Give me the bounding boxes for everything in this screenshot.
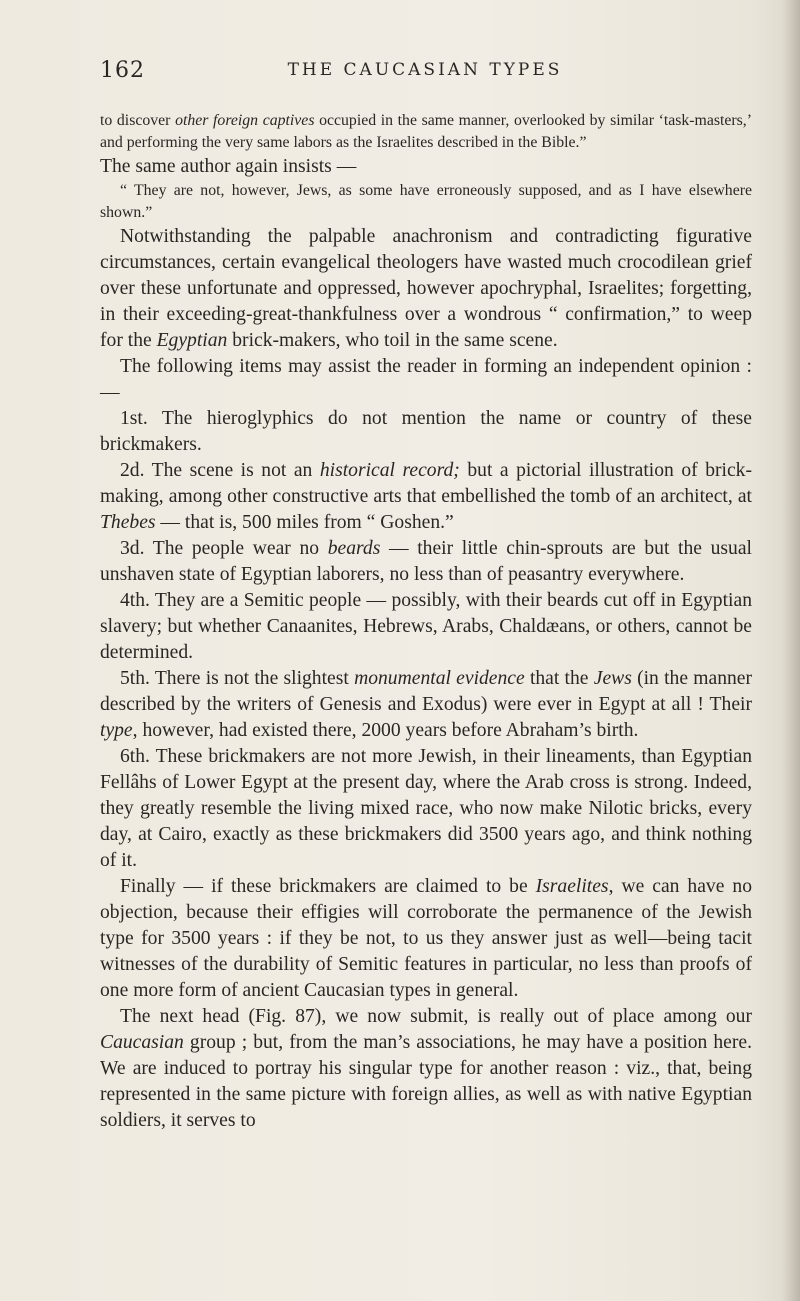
text-run: The same author again insists — xyxy=(100,156,357,177)
text-run: Finally — if these brickmakers are claimed to be xyxy=(120,876,536,897)
paragraph xyxy=(100,874,752,1004)
text-run: but a pictorial illustration of brick-making, among other constructive arts that embellished the tomb of an architect, at xyxy=(100,460,753,507)
text-run: (in the manner described by the writers of Genesis and Exodus) were ever in Egypt at all ! Their xyxy=(100,668,753,715)
paragraph xyxy=(100,458,752,536)
text-run: occupied in the same manner, overlooked by similar ‘task-masters,’ and performing the very same labors as the Israelites described in the Bible.” xyxy=(100,112,753,151)
italic-text: Thebes xyxy=(100,512,156,533)
paragraph xyxy=(100,588,752,666)
paragraph xyxy=(100,354,752,406)
text-run: 3d. The people wear no xyxy=(120,538,328,559)
italic-text: historical record; xyxy=(319,460,460,481)
page-body xyxy=(100,110,752,1134)
text-run: 6th. These brickmakers are not more Jewish, in their lineaments, than Egyptian Fellâhs of Lower Egypt at the present day, where the Arab cross is strong. Indeed, they greatly resemble the living mixed race, who now make Nilotic bricks, every day, at Cairo, exactly as these brickmakers did 3500 years ago, and think nothing of it. xyxy=(100,746,752,871)
italic-text: Israelites xyxy=(535,876,609,897)
text-run: , we can have no objection, because their effigies will corroborate the permanence of the Jewish type for 3500 years : if they be not, to us they answer just as well—being tacit witnesses of the durability of Semitic features in particular, no less than proofs of one more form of ancient Caucasian types in general. xyxy=(100,876,752,1001)
text-run: The following items may assist the reader in forming an independent opinion : — xyxy=(100,356,752,403)
paragraph xyxy=(100,406,752,458)
text-run: , however, had existed there, 2000 years before Abraham’s birth. xyxy=(132,720,639,741)
italic-text: Caucasian xyxy=(100,1032,184,1053)
running-head: THE CAUCASIAN TYPES xyxy=(287,60,563,80)
text-run: group ; but, from the man’s associations, he may have a position here. We are induced to portray his singular type for another reason : viz., that, being represented in the same picture with foreign allies, as well as with native Egyptian soldiers, it serves to xyxy=(100,1032,752,1131)
italic-text: beards xyxy=(327,538,381,559)
paragraph xyxy=(100,1004,752,1134)
quoted-paragraph xyxy=(100,110,752,154)
page-header xyxy=(100,58,750,88)
italic-text: Jews xyxy=(593,668,632,689)
text-run: 1st. The hieroglyphics do not mention the name or country of these brickmakers. xyxy=(100,408,752,455)
text-run: — that is, 500 miles from “ Goshen.” xyxy=(155,512,454,533)
text-run: 2d. The scene is not an xyxy=(120,460,320,481)
paragraph xyxy=(100,154,752,180)
page-number: 162 xyxy=(100,58,145,83)
text-run: Notwithstanding the palpable anachronism and contradicting figurative circumstances, certain evangelical theologers have wasted much crocodilean grief over these unfortunate and oppressed, however apochryphal, Israelites; forgetting, in their exceeding-great-thankfulness over a wondrous “ confirmation,” to weep for the xyxy=(100,226,752,351)
text-run: 4th. They are a Semitic people — possibly, with their beards cut off in Egyptian slavery; but whether Canaanites, Hebrews, Arabs, Chaldæans, or others, cannot be determined. xyxy=(100,590,752,663)
italic-text: type xyxy=(100,720,133,741)
text-run: brick-makers, who toil in the same scene. xyxy=(227,330,558,351)
italic-text: Egyptian xyxy=(156,330,228,351)
paragraph xyxy=(100,744,752,874)
paragraph xyxy=(100,224,752,354)
text-run: 5th. There is not the slightest xyxy=(120,668,355,689)
italic-text: monumental evidence xyxy=(354,668,525,689)
paragraph xyxy=(100,536,752,588)
text-run: — their little chin-sprouts are but the usual unshaven state of Egyptian laborers, no less than of peasantry everywhere. xyxy=(100,538,752,585)
text-run: The next head (Fig. 87), we now submit, is really out of place among our xyxy=(120,1006,752,1027)
italic-text: other foreign captives xyxy=(175,112,315,129)
page-edge-shadow xyxy=(782,0,800,1301)
quoted-paragraph xyxy=(100,180,752,224)
text-run: that the xyxy=(524,668,594,689)
text-run: to discover xyxy=(100,112,176,129)
paragraph xyxy=(100,666,752,744)
text-run: “ They are not, however, Jews, as some have erroneously supposed, and as I have elsewhere shown.” xyxy=(100,182,752,221)
